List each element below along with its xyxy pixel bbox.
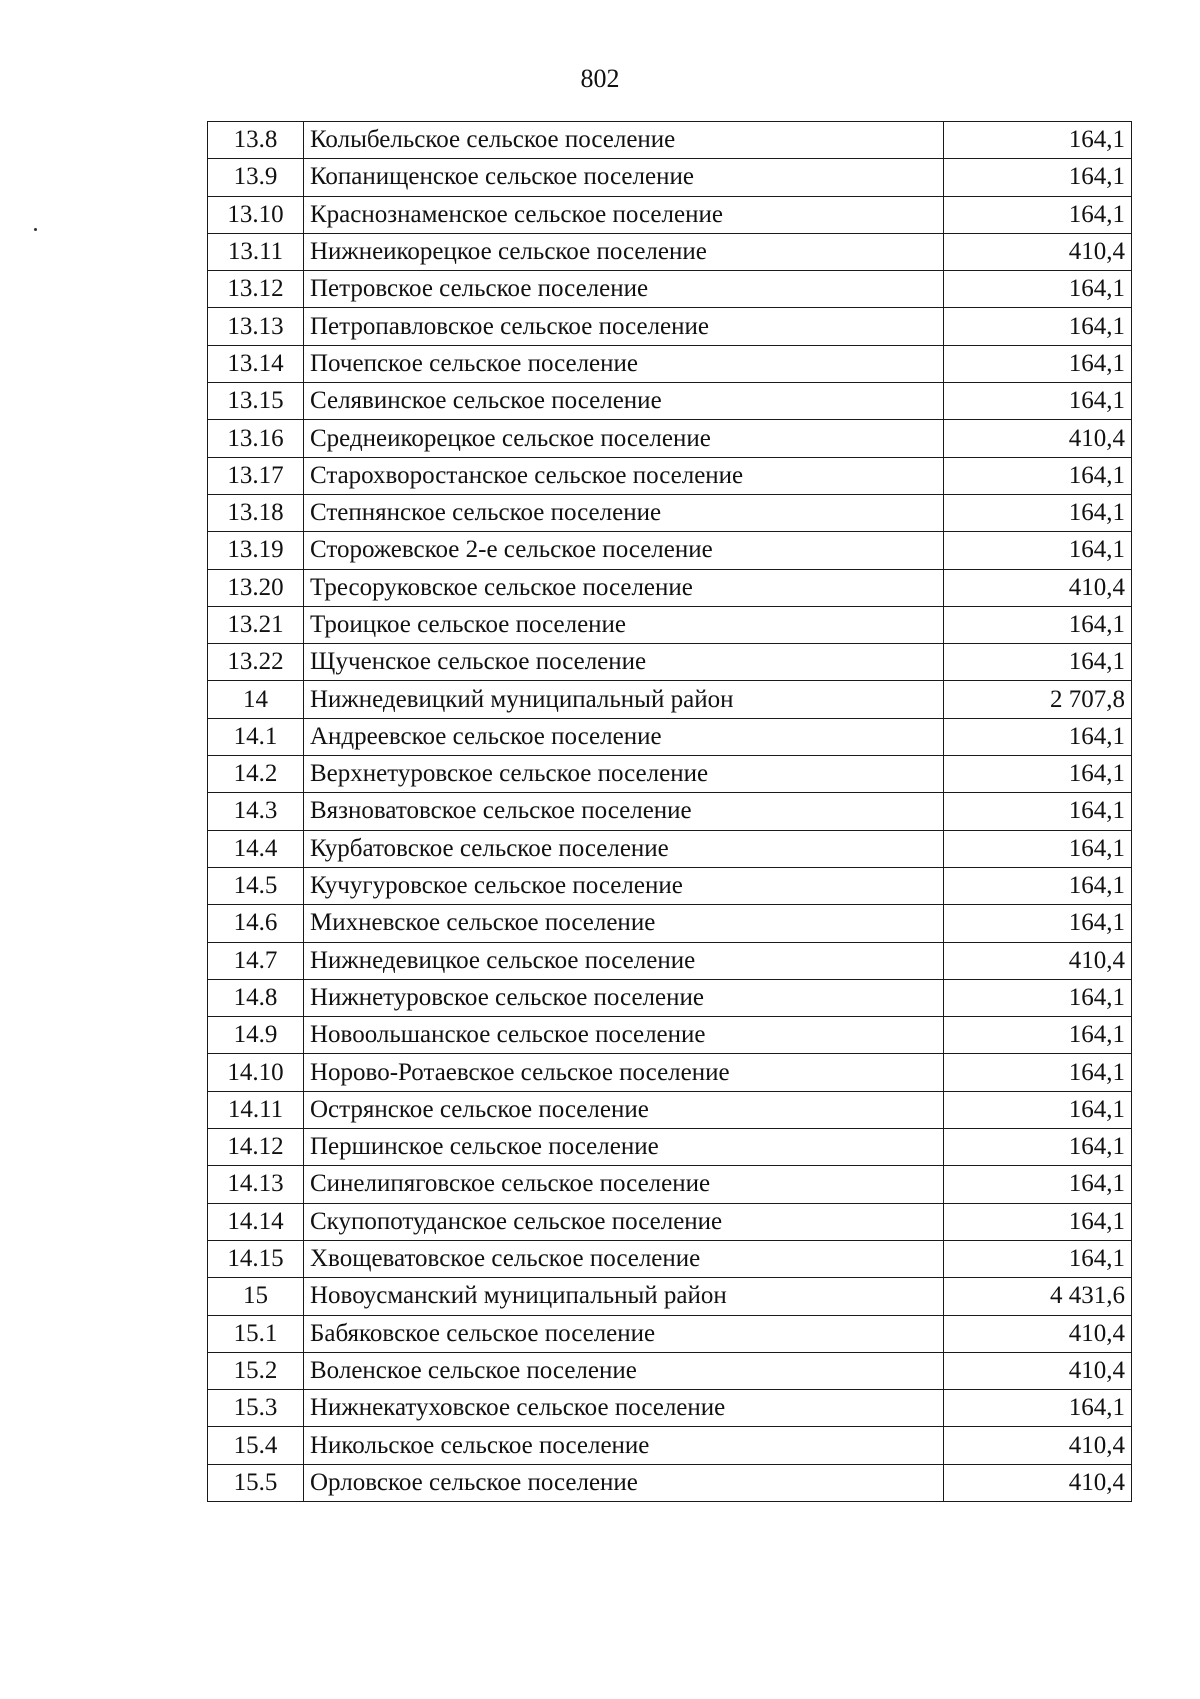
row-number: 13.8 <box>208 122 304 159</box>
table-row <box>208 979 1132 1016</box>
settlement-name: Андреевское сельское поселение <box>304 718 944 755</box>
table-row <box>208 345 1132 382</box>
row-number: 15.1 <box>208 1315 304 1352</box>
row-number: 14.4 <box>208 830 304 867</box>
table-row <box>208 830 1132 867</box>
row-number: 14.5 <box>208 867 304 904</box>
table-row <box>208 233 1132 270</box>
amount-value: 410,4 <box>944 1352 1132 1389</box>
table-row <box>208 942 1132 979</box>
row-number: 13.21 <box>208 606 304 643</box>
table-row <box>208 569 1132 606</box>
table-row <box>208 1464 1132 1501</box>
amount-value: 164,1 <box>944 532 1132 569</box>
amount-value: 164,1 <box>944 308 1132 345</box>
settlement-name: Колыбельское сельское поселение <box>304 122 944 159</box>
amount-value: 2 707,8 <box>944 681 1132 718</box>
row-number: 13.17 <box>208 457 304 494</box>
amount-value: 164,1 <box>944 159 1132 196</box>
row-number: 14.11 <box>208 1091 304 1128</box>
settlement-name: Старохворостанское сельское поселение <box>304 457 944 494</box>
settlement-name: Нижнеикорецкое сельское поселение <box>304 233 944 270</box>
row-number: 13.15 <box>208 383 304 420</box>
table-row <box>208 1017 1132 1054</box>
settlement-name: Селявинское сельское поселение <box>304 383 944 420</box>
row-number: 13.12 <box>208 271 304 308</box>
amount-value: 164,1 <box>944 383 1132 420</box>
amount-value: 164,1 <box>944 793 1132 830</box>
settlement-name: Норово-Ротаевское сельское поселение <box>304 1054 944 1091</box>
table-row <box>208 271 1132 308</box>
table-row <box>208 756 1132 793</box>
table-row <box>208 494 1132 531</box>
settlement-name: Степнянское сельское поселение <box>304 494 944 531</box>
amount-value: 164,1 <box>944 122 1132 159</box>
row-number: 13.14 <box>208 345 304 382</box>
settlement-name: Першинское сельское поселение <box>304 1129 944 1166</box>
settlement-name: Орловское сельское поселение <box>304 1464 944 1501</box>
table-row <box>208 1315 1132 1352</box>
settlement-name: Новоольшанское сельское поселение <box>304 1017 944 1054</box>
table-row <box>208 196 1132 233</box>
row-number: 14.8 <box>208 979 304 1016</box>
row-number: 14.3 <box>208 793 304 830</box>
table-row <box>208 793 1132 830</box>
settlement-name: Острянское сельское поселение <box>304 1091 944 1128</box>
settlement-name: Краснознаменское сельское поселение <box>304 196 944 233</box>
row-number: 14.6 <box>208 905 304 942</box>
amount-value: 164,1 <box>944 979 1132 1016</box>
amount-value: 164,1 <box>944 345 1132 382</box>
amount-value: 410,4 <box>944 569 1132 606</box>
row-number: 13.19 <box>208 532 304 569</box>
settlement-name: Синелипяговское сельское поселение <box>304 1166 944 1203</box>
page-number: 802 <box>580 64 620 93</box>
settlement-name: Бабяковское сельское поселение <box>304 1315 944 1352</box>
table-row <box>208 606 1132 643</box>
amount-value: 164,1 <box>944 756 1132 793</box>
settlement-name: Тресоруковское сельское поселение <box>304 569 944 606</box>
amount-value: 164,1 <box>944 1240 1132 1277</box>
amount-value: 164,1 <box>944 905 1132 942</box>
row-number: 15.3 <box>208 1390 304 1427</box>
table-row <box>208 1091 1132 1128</box>
settlement-name: Скупопотуданское сельское поселение <box>304 1203 944 1240</box>
amount-value: 164,1 <box>944 196 1132 233</box>
table-row <box>208 1390 1132 1427</box>
table-row <box>208 681 1132 718</box>
row-number: 15 <box>208 1278 304 1315</box>
settlement-name: Нижнедевицкое сельское поселение <box>304 942 944 979</box>
row-number: 15.5 <box>208 1464 304 1501</box>
table-row <box>208 457 1132 494</box>
amount-value: 164,1 <box>944 718 1132 755</box>
settlement-name: Сторожевское 2-е сельское поселение <box>304 532 944 569</box>
amount-value: 164,1 <box>944 1091 1132 1128</box>
table-row <box>208 420 1132 457</box>
amount-value: 410,4 <box>944 942 1132 979</box>
settlement-name: Почепское сельское поселение <box>304 345 944 382</box>
settlement-name: Щученское сельское поселение <box>304 644 944 681</box>
settlement-name: Нижнедевицкий муниципальный район <box>304 681 944 718</box>
amount-value: 410,4 <box>944 1464 1132 1501</box>
amount-value: 164,1 <box>944 1129 1132 1166</box>
row-number: 14 <box>208 681 304 718</box>
table-row <box>208 905 1132 942</box>
table-row <box>208 644 1132 681</box>
budget-allocation-table <box>207 121 1132 1502</box>
settlement-name: Михневское сельское поселение <box>304 905 944 942</box>
amount-value: 164,1 <box>944 830 1132 867</box>
amount-value: 164,1 <box>944 494 1132 531</box>
amount-value: 164,1 <box>944 457 1132 494</box>
row-number: 14.10 <box>208 1054 304 1091</box>
row-number: 13.10 <box>208 196 304 233</box>
table-row <box>208 159 1132 196</box>
settlement-name: Верхнетуровское сельское поселение <box>304 756 944 793</box>
table-row <box>208 867 1132 904</box>
row-number: 14.15 <box>208 1240 304 1277</box>
row-number: 13.18 <box>208 494 304 531</box>
amount-value: 164,1 <box>944 1017 1132 1054</box>
table-row <box>208 1054 1132 1091</box>
table-row <box>208 1166 1132 1203</box>
settlement-name: Новоусманский муниципальный район <box>304 1278 944 1315</box>
row-number: 14.12 <box>208 1129 304 1166</box>
row-number: 14.9 <box>208 1017 304 1054</box>
settlement-name: Нижнекатуховское сельское поселение <box>304 1390 944 1427</box>
settlement-name: Воленское сельское поселение <box>304 1352 944 1389</box>
settlement-name: Никольское сельское поселение <box>304 1427 944 1464</box>
settlement-name: Петровское сельское поселение <box>304 271 944 308</box>
amount-value: 410,4 <box>944 233 1132 270</box>
amount-value: 164,1 <box>944 1054 1132 1091</box>
table-row <box>208 1240 1132 1277</box>
settlement-name: Хвощеватовское сельское поселение <box>304 1240 944 1277</box>
table-row <box>208 1203 1132 1240</box>
row-number: 13.13 <box>208 308 304 345</box>
amount-value: 164,1 <box>944 867 1132 904</box>
table-row <box>208 1427 1132 1464</box>
table-row <box>208 122 1132 159</box>
settlement-name: Петропавловское сельское поселение <box>304 308 944 345</box>
amount-value: 4 431,6 <box>944 1278 1132 1315</box>
settlement-name: Кучугуровское сельское поселение <box>304 867 944 904</box>
amount-value: 410,4 <box>944 1315 1132 1352</box>
row-number: 13.11 <box>208 233 304 270</box>
table-row <box>208 1129 1132 1166</box>
row-number: 13.20 <box>208 569 304 606</box>
settlement-name: Копанищенское сельское поселение <box>304 159 944 196</box>
amount-value: 164,1 <box>944 1166 1132 1203</box>
amount-value: 164,1 <box>944 1390 1132 1427</box>
table-row <box>208 1352 1132 1389</box>
amount-value: 410,4 <box>944 420 1132 457</box>
amount-value: 410,4 <box>944 1427 1132 1464</box>
scan-speck <box>34 228 37 231</box>
table-body <box>208 122 1132 1502</box>
row-number: 14.13 <box>208 1166 304 1203</box>
amount-value: 164,1 <box>944 644 1132 681</box>
table-row <box>208 532 1132 569</box>
table-row <box>208 718 1132 755</box>
row-number: 15.2 <box>208 1352 304 1389</box>
table-row <box>208 1278 1132 1315</box>
settlement-name: Нижнетуровское сельское поселение <box>304 979 944 1016</box>
settlement-name: Среднеикорецкое сельское поселение <box>304 420 944 457</box>
table-row <box>208 383 1132 420</box>
table-row <box>208 308 1132 345</box>
settlement-name: Курбатовское сельское поселение <box>304 830 944 867</box>
amount-value: 164,1 <box>944 271 1132 308</box>
row-number: 14.2 <box>208 756 304 793</box>
row-number: 14.14 <box>208 1203 304 1240</box>
settlement-name: Троицкое сельское поселение <box>304 606 944 643</box>
row-number: 14.7 <box>208 942 304 979</box>
amount-value: 164,1 <box>944 1203 1132 1240</box>
row-number: 13.22 <box>208 644 304 681</box>
amount-value: 164,1 <box>944 606 1132 643</box>
row-number: 14.1 <box>208 718 304 755</box>
settlement-name: Вязноватовское сельское поселение <box>304 793 944 830</box>
row-number: 15.4 <box>208 1427 304 1464</box>
row-number: 13.9 <box>208 159 304 196</box>
row-number: 13.16 <box>208 420 304 457</box>
